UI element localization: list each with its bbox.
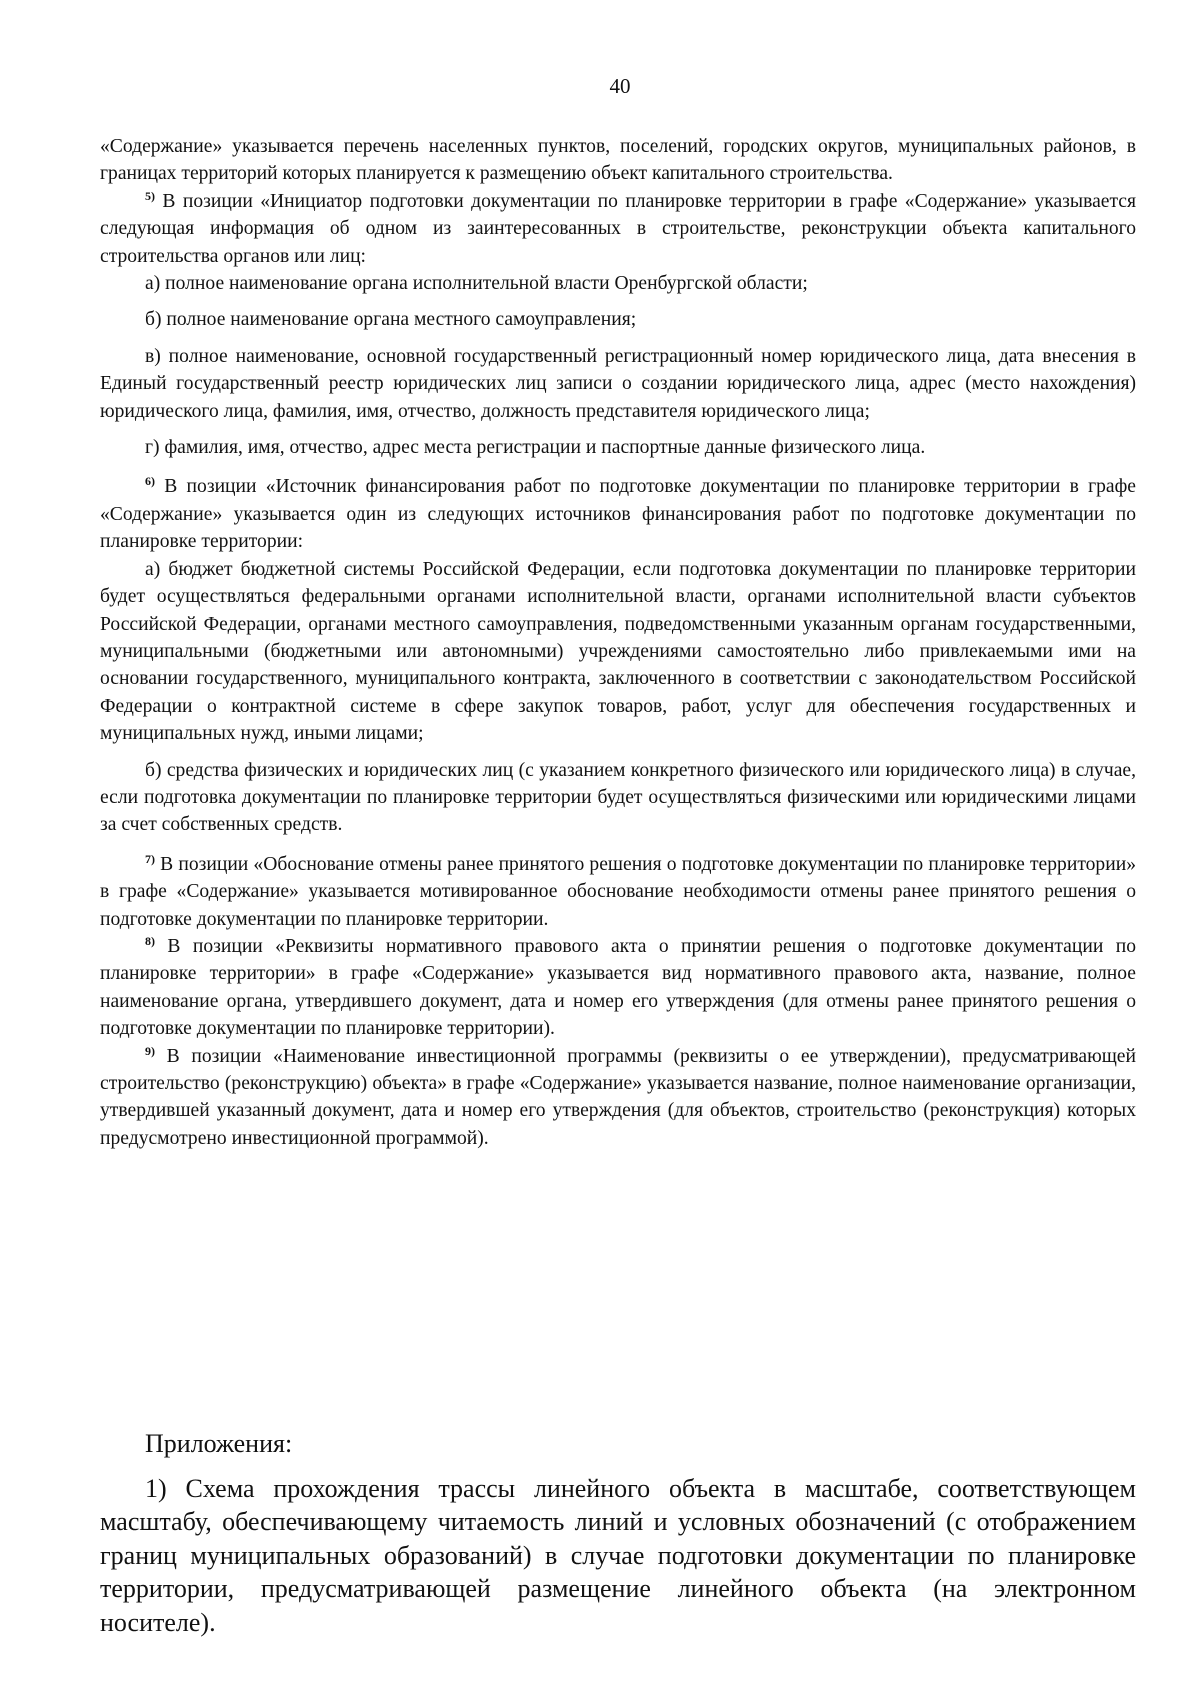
footnote-8-paragraph [100,933,1136,1043]
list-item-v: в) полное наименование, основной государственный регистрационный номер юридического лица, дата внесения в Единый государственный реестр юридических лиц записи о создании юридического лица, адрес (место нахождения) юридического лица, фамилия, имя, отчество, должность представителя юридического лица; [100,345,1136,422]
list-item-b: б) средства физических и юридических лиц (с указанием конкретного физического или юридического лица) в случае, если подготовка документации по планировке территории будет осуществляться физическими или юридическими лицами за счет собственных средств. [100,759,1136,836]
footnote-text: В позиции «Инициатор подготовки документации по планировке территории в графе «Содержание» указывается следующая информация об одном из заинтересованных в строительстве, реконструкции объекта капитального строительства органов или лиц: [100,190,1136,267]
appendix-item: 1) Схема прохождения трассы линейного объекта в масштабе, соответствующем масштабу, обеспечивающему читаемость линий и условных обозначений (с отображением границ муниципальных образований) в случае подготовки документации по планировке территории, предусматривающей размещение линейного объекта (на электронном носителе). [100,1473,1136,1637]
footnote-text: В позиции «Наименование инвестиционной программы (реквизиты о ее утверждении), предусматривающей строительство (реконструкцию) объекта» в графе «Содержание» указывается название, полное наименование организации, утвердившей указанный документ, дата и номер его утверждения (для объектов, строительство (реконструкция) которых предусмотрено инвестиционной программой). [100,1045,1136,1149]
appendix-section [100,1427,1136,1639]
paragraph-continuation: «Содержание» указывается перечень населенных пунктов, поселений, городских округов, муниципальных районов, в границах территорий которых планируется к размещению объект капитального строительства. [100,136,1136,185]
footnote-9-paragraph [100,1043,1136,1153]
footnote-text: В позиции «Источник финансирования работ по подготовке документации по планировке территории в графе «Содержание» указывается один из следующих источников финансирования работ по подготовке документации по планировке территории: [100,476,1136,553]
list-item-a: а) бюджет бюджетной системы Российской Федерации, если подготовка документации по планировке территории будет осуществляться федеральными органами исполнительной власти, органами исполнительной власти субъектов Российской Федерации, органами местного самоуправления, подведомственными указанным органам государственными, муниципальными (бюджетными или автономными) учреждениями самостоятельно либо привлекаемыми ими на основании государственного, муниципального контракта, заключенного в соответствии с законодательством Российской Федерации о контрактной системе в сфере закупок товаров, работ, услуг для обеспечения государственных и муниципальных нужд, иными лицами; [100,558,1136,745]
footnote-6-paragraph [100,473,1136,555]
list-item-a: а) полное наименование органа исполнительной власти Оренбургской области; [145,273,808,295]
footnote-marker: 8) [145,933,155,948]
list-item-g: г) фамилия, имя, отчество, адрес места регистрации и паспортные данные физического лица. [145,437,926,459]
footnote-text: В позиции «Обоснование отмены ранее принятого решения о подготовке документации по планировке территории» в графе «Содержание» указывается мотивированное обоснование необходимости отмены ранее принятого решения о подготовке документации по планировке территории. [100,853,1136,930]
appendix-heading: Приложения: [145,1429,293,1458]
footnote-marker: 5) [145,188,155,203]
footnote-marker: 9) [145,1043,155,1058]
footnote-7-paragraph [100,851,1136,933]
footnote-marker: 6) [145,474,155,489]
page-number: 40 [609,74,631,98]
list-item-b: б) полное наименование органа местного самоуправления; [145,309,637,331]
document-body [100,133,1136,1152]
footnote-text: В позиции «Реквизиты нормативного правового акта о принятии решения о подготовке документации по планировке территории» в графе «Содержание» указывается вид нормативного правового акта, название, полное наименование органа, утвердившего документ, дата и номер его утверждения (для отмены ранее принятого решения о подготовке документации по планировке территории). [100,935,1136,1040]
footnote-marker: 7) [145,851,155,866]
footnote-5-paragraph [100,188,1136,270]
